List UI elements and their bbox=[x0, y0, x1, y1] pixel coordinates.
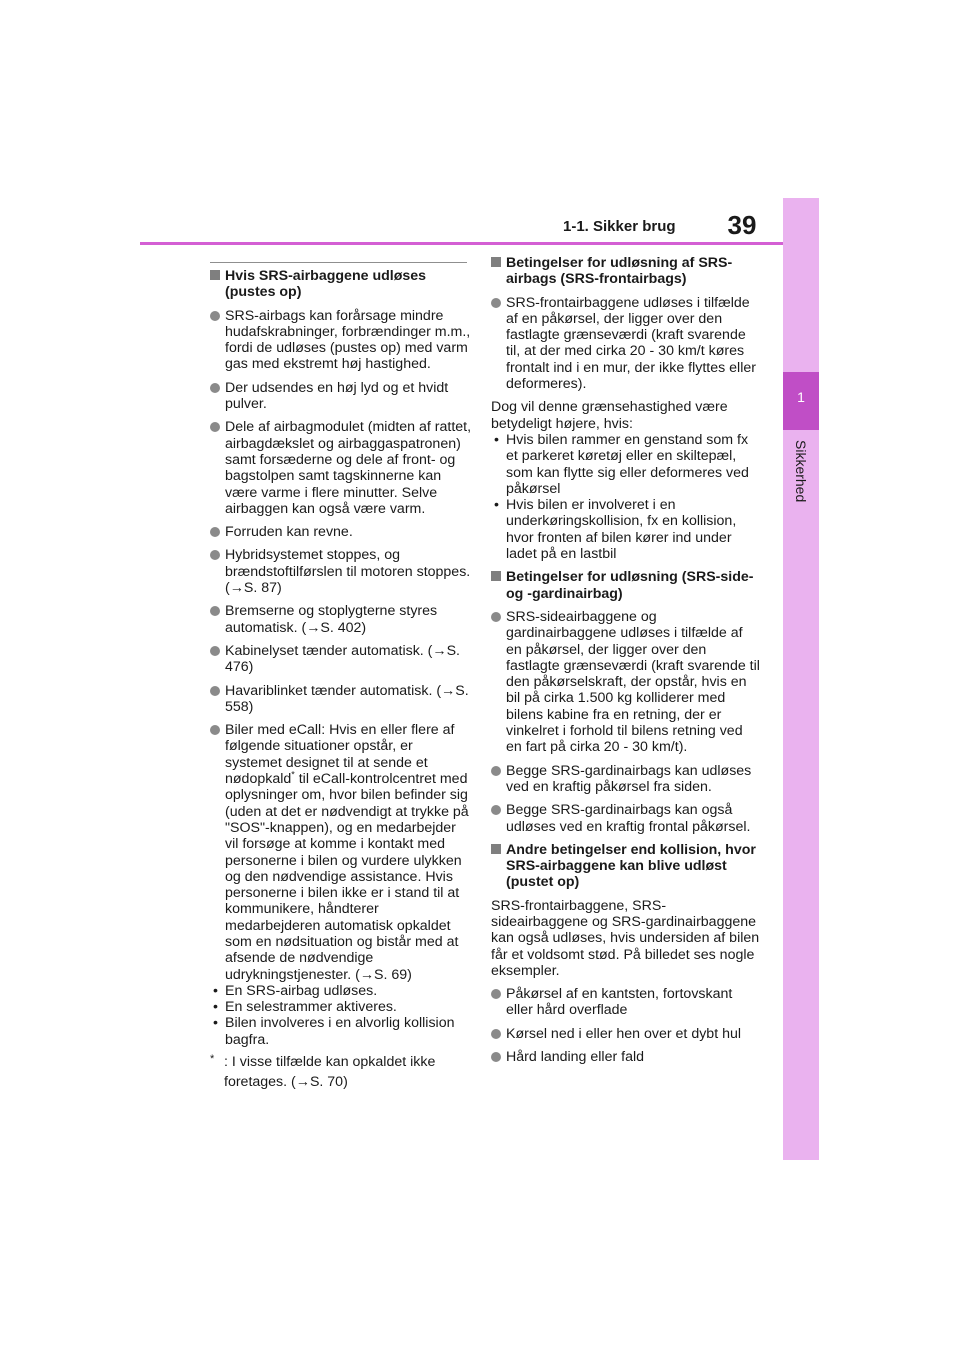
list-item: • Bilen involveres i en alvorlig kollision bagfra. bbox=[213, 1015, 455, 1048]
page-number: 39 bbox=[727, 210, 757, 240]
footnote: * : I visse tilfælde kan opkaldet ikke foretages. (→S. 70) bbox=[210, 1052, 472, 1092]
circle-bullet-icon bbox=[491, 766, 501, 776]
paragraph: SRS-frontairbaggene, SRS-sideairbaggene og SRS-gardinairbaggene kan også udløses, hvis undersiden af bilen får et voldsomt stød. På billedet ses nogle eksempler. bbox=[491, 897, 760, 979]
circle-bullet-icon bbox=[491, 612, 501, 622]
square-bullet-icon bbox=[210, 270, 220, 280]
chapter-side-tab bbox=[783, 198, 819, 1160]
section-title: 1-1. Sikker brug bbox=[563, 218, 676, 235]
circle-bullet-icon bbox=[210, 527, 220, 537]
list-item: • Hvis bilen er involveret i en underkøringskollision, fx en kollision, hvor fronten af bilen kører ind under ladet på en lastbil bbox=[494, 497, 737, 563]
bullet-item: SRS-frontairbaggene udløses i tilfælde af en påkørsel, der ligger over den fastlagte grænseværdi (kraft svarende til, at der med cirka 20 - 30 km/t køres frontalt ind i en mur, der ikke flyttes eller deformeres). bbox=[491, 295, 761, 393]
bullet-item: Kabinelyset tænder automatisk. (→S. 476) bbox=[210, 643, 472, 676]
footnote-marker: * bbox=[291, 769, 295, 780]
column-divider bbox=[210, 262, 467, 263]
chapter-number: 1 bbox=[797, 389, 805, 405]
bullet-item: SRS-sideairbaggene og gardinairbaggene udløses i tilfælde af en påkørsel, der ligger over den fastlagte grænseværdi (kraft svarende til den påkørselskraft, der opstår, hvis en bil på cirka 1.500 kg kolliderer med bilens kabine fra en retning, der er vinkelret i forhold til bilens retning ved en fart på cirka 20 - 30 km/t). bbox=[491, 609, 761, 756]
circle-bullet-icon bbox=[210, 606, 220, 616]
circle-bullet-icon bbox=[491, 1029, 501, 1039]
bullet-item: Hård landing eller fald bbox=[491, 1049, 761, 1065]
chapter-label: Sikkerhed bbox=[793, 440, 809, 503]
section-heading: Andre betingelser end kollision, hvor SRS-airbaggene kan blive udløst (pustet op) bbox=[491, 842, 761, 891]
circle-bullet-icon bbox=[210, 646, 220, 656]
dot-bullet-icon: • bbox=[213, 982, 218, 999]
ecall-bullet: Biler med eCall: Hvis en eller flere af følgende situationer opstår, er systemet designet til at sende et nødopkald* til eCall-kontrolcentret med oplysninger om, hvor bilen befinder sig (uden at det er nødvendigt at trykke på "SOS"-knappen), og en medarbejder vil forsøge at komme i kontakt med personerne i bilen og vurdere ulykken og den nødvendige assistance. Hvis personerne i bilen ikke er i stand til at kommunikere, håndterer medarbejderen automatisk opkaldet som en nødsituation og bistår med at afsende de nødvendige udrykningstjenester. (→S. 69) bbox=[210, 722, 472, 983]
left-column bbox=[210, 268, 472, 1092]
square-bullet-icon bbox=[491, 844, 501, 854]
circle-bullet-icon bbox=[491, 989, 501, 999]
bullet-item: Bremserne og stoplygterne styres automatisk. (→S. 402) bbox=[210, 603, 472, 636]
bullet-item: Hybridsystemet stoppes, og brændstoftilførslen til motoren stoppes. (→S. 87) bbox=[210, 547, 472, 596]
footnote-mark: * bbox=[210, 1053, 215, 1066]
bullet-item: Forruden kan revne. bbox=[210, 524, 472, 540]
circle-bullet-icon bbox=[210, 383, 220, 393]
paragraph: Dog vil denne grænsehastighed være betydeligt højere, hvis: bbox=[491, 399, 728, 432]
bullet-item: Påkørsel af en kantsten, fortovskant eller hård overflade bbox=[491, 986, 761, 1019]
circle-bullet-icon bbox=[210, 725, 220, 735]
header-divider bbox=[140, 242, 783, 245]
right-column bbox=[491, 255, 761, 1072]
dot-bullet-icon: • bbox=[494, 497, 499, 514]
bullet-item: Dele af airbagmodulet (midten af rattet, airbagdækslet og airbaggaspatronen) samt forsæderne og dele af front- og bagstolpen samt tagskinnerne kan være varme i flere minutter. Selve airbaggen kan også være varm. bbox=[210, 419, 472, 517]
square-bullet-icon bbox=[491, 257, 501, 267]
bullet-item: Havariblinket tænder automatisk. (→S. 558) bbox=[210, 683, 472, 716]
square-bullet-icon bbox=[491, 571, 501, 581]
circle-bullet-icon bbox=[491, 805, 501, 815]
dot-bullet-icon: • bbox=[213, 999, 218, 1016]
circle-bullet-icon bbox=[491, 1052, 501, 1062]
list-item: • En SRS-airbag udløses. bbox=[213, 982, 378, 999]
section-heading: Betingelser for udløsning af SRS-airbags (SRS-frontairbags) bbox=[491, 255, 761, 288]
list-item: • En selestrammer aktiveres. bbox=[213, 999, 397, 1016]
bullet-item: Der udsendes en høj lyd og et hvidt pulver. bbox=[210, 380, 472, 413]
bullet-item: Begge SRS-gardinairbags kan også udløses ved en kraftig frontal påkørsel. bbox=[491, 802, 761, 835]
bullet-item: SRS-airbags kan forårsage mindre hudafskrabninger, forbrændinger m.m., fordi de udløses (pustes op) med varm gas med ekstremt høj hastighed. bbox=[210, 308, 472, 373]
bullet-item: Kørsel ned i eller hen over et dybt hul bbox=[491, 1026, 761, 1042]
circle-bullet-icon bbox=[210, 550, 220, 560]
dot-bullet-icon: • bbox=[213, 1015, 218, 1032]
dot-bullet-icon: • bbox=[494, 431, 499, 448]
list-item: • Hvis bilen rammer en genstand som fx et parkeret køretøj eller en skiltepæl, som kan flytte sig eller deformeres ved påkørsel bbox=[494, 431, 749, 497]
circle-bullet-icon bbox=[210, 311, 220, 321]
circle-bullet-icon bbox=[210, 422, 220, 432]
circle-bullet-icon bbox=[491, 298, 501, 308]
circle-bullet-icon bbox=[210, 686, 220, 696]
section-heading: Betingelser for udløsning (SRS-side- og -gardinairbag) bbox=[491, 569, 761, 602]
bullet-item: Begge SRS-gardinairbags kan udløses ved en kraftig påkørsel fra siden. bbox=[491, 763, 761, 796]
section-heading: Hvis SRS-airbaggene udløses (pustes op) bbox=[210, 268, 472, 301]
